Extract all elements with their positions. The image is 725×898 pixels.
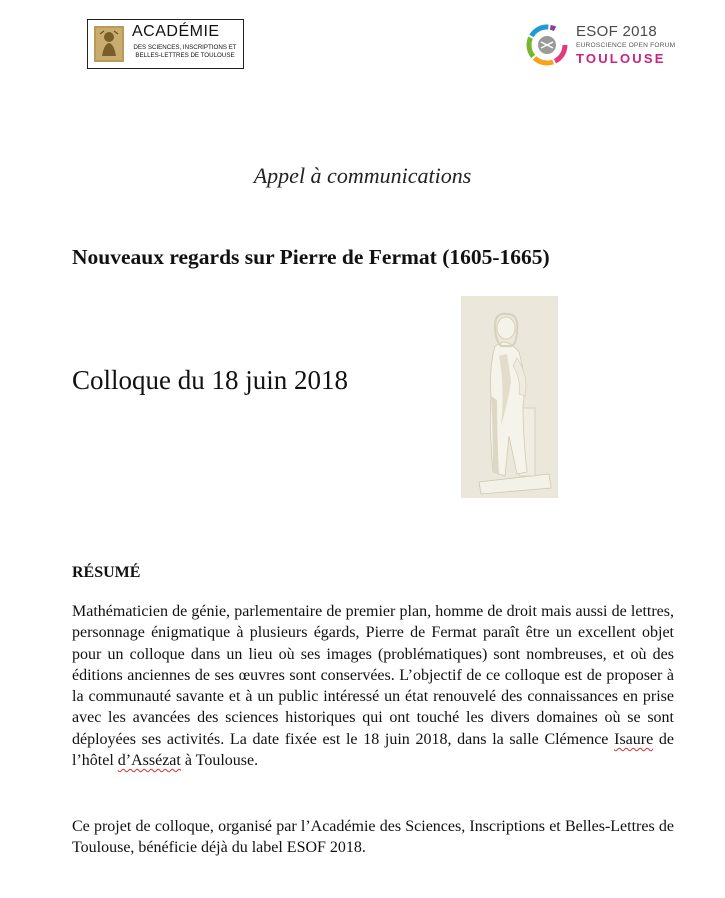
call-heading: Appel à communications	[253, 163, 472, 188]
esof-city: TOULOUSE	[576, 51, 666, 66]
academy-subtitle	[128, 44, 242, 60]
paragraph1-text-a: Mathématicien de génie, parlementaire de premier plan, homme de droit mais aussi de lettres, personnage énigmatique à plusieurs égards, Pierre de Fermat paraît être un excellent objet pour un colloque dans un lieu où ses images (problématiques) sont nombreuses, et où des éditions anciennes de ses œuvres sont conservées. L’objectif de ce colloque est de proposer à la communauté savante et à un public intéressé un état renouvelé des connaissances en prise avec les avancées des sciences historiques qui ont touché les divers domaines où se sont déployées ses activités. La date fixée est le 18 juin 2018, dans la salle Clémence	[72, 603, 674, 748]
academy-emblem-icon	[94, 26, 124, 62]
document-title: Nouveaux regards sur Pierre de Fermat (1605-1665)	[72, 245, 550, 269]
statue-drawing	[461, 296, 558, 498]
academy-subtitle-line2: BELLES-LETTRES DE TOULOUSE	[135, 52, 235, 59]
summary-paragraph-2: Ce projet de colloque, organisé par l’Académie des Sciences, Inscriptions et Belles-Lettres de Toulouse, bénéficie déjà du label ESOF 2018.	[72, 818, 674, 857]
colloque-date: Colloque du 18 juin 2018	[72, 365, 348, 395]
spellcheck-word-assezat: d’Assézat	[117, 752, 181, 770]
paragraph1-text-b: de l’hôtel	[72, 730, 674, 770]
esof-subtitle: EUROSCIENCE OPEN FORUM	[576, 42, 676, 49]
fermat-statue-photo	[461, 296, 558, 498]
esof-logo	[524, 20, 676, 72]
academy-subtitle-line1: DES SCIENCES, INSCRIPTIONS ET	[133, 44, 237, 51]
esof-title: ESOF 2018	[576, 23, 658, 40]
academy-logo	[87, 19, 244, 69]
summary-paragraph-1	[72, 601, 674, 771]
paragraph1-text-c: à Toulouse.	[180, 752, 259, 770]
resume-heading: RÉSUMÉ	[72, 564, 141, 581]
esof-ring-icon	[524, 22, 570, 68]
spellcheck-word-isaure: Isaure	[614, 730, 654, 748]
academy-name: ACADÉMIE	[132, 23, 220, 40]
